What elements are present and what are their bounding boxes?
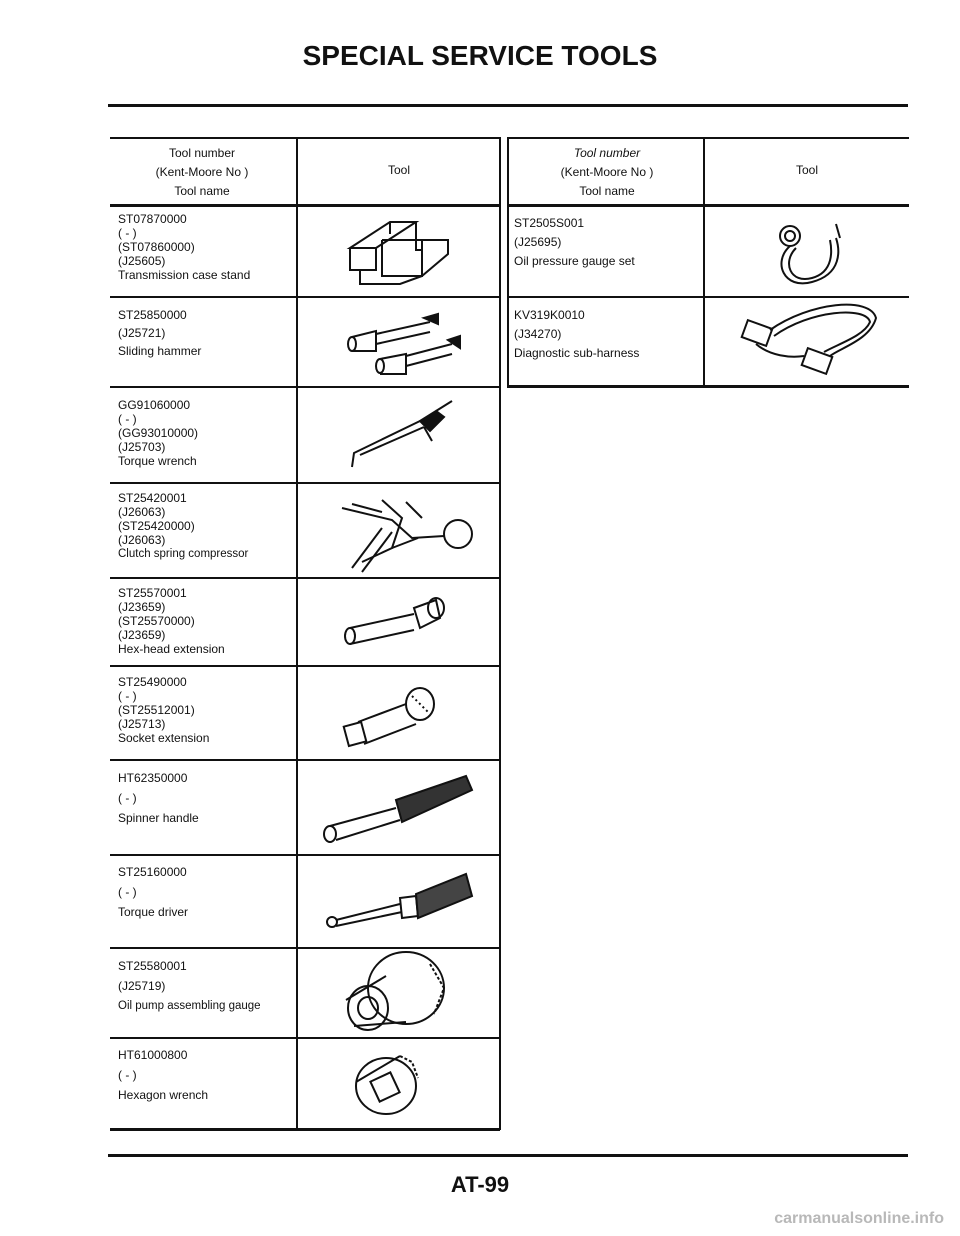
kent-moore-number: (J26063)	[118, 505, 166, 519]
tool-number: ST25490000	[118, 675, 187, 689]
left-table-bottom-rule	[110, 1128, 500, 1131]
row-separator	[110, 296, 500, 298]
row-separator	[110, 577, 500, 579]
tool-name: Transmission case stand	[118, 268, 251, 282]
tool-name: Sliding hammer	[118, 344, 202, 358]
kent-moore-number: (J25695)	[514, 235, 562, 249]
tool-number: ST2505S001	[514, 216, 585, 230]
header-tool-number: Tool number	[573, 146, 641, 160]
oil-pump-gauge-icon	[326, 948, 466, 1036]
tool-row-1	[118, 212, 294, 282]
kent-moore-number: (J25721)	[118, 326, 166, 340]
kent-moore-number: ( - )	[118, 226, 137, 240]
kent-moore-number: ( - )	[118, 885, 137, 899]
left-header-top-rule	[110, 137, 500, 139]
alt-kent-moore-number: (J23659)	[118, 628, 166, 642]
tool-number: ST25420001	[118, 491, 187, 505]
tool-row-3	[118, 398, 294, 468]
kent-moore-number: ( - )	[118, 689, 137, 703]
sliding-hammer-icon	[340, 304, 470, 382]
kent-moore-number: (J25719)	[118, 979, 166, 993]
tool-number: HT62350000	[118, 771, 188, 785]
kent-moore-number: ( - )	[118, 791, 137, 805]
socket-extension-icon	[336, 676, 466, 756]
hex-head-extension-icon	[336, 586, 466, 656]
tool-row-10	[118, 1045, 294, 1105]
alt-tool-number: (GG93010000)	[118, 426, 199, 440]
transmission-case-stand-icon	[330, 210, 470, 294]
tool-name: Socket extension	[118, 731, 210, 745]
left-header-tool-number	[112, 144, 292, 201]
header-tool-name: Tool name	[174, 184, 230, 198]
row-separator	[110, 854, 500, 856]
tool-name: Hex-head extension	[118, 642, 225, 656]
alt-tool-number: (ST25420000)	[118, 519, 195, 533]
right-column-divider	[703, 137, 705, 387]
tool-row-7	[118, 768, 294, 828]
alt-tool-number: (ST25512001)	[118, 703, 195, 717]
alt-tool-number: (ST07860000)	[118, 240, 195, 254]
right-header-tool: Tool	[795, 163, 818, 177]
header-kent-moore: (Kent-Moore No )	[155, 165, 249, 179]
tool-row-4	[118, 491, 294, 561]
tool-number: GG91060000	[118, 398, 191, 412]
row-separator	[110, 386, 500, 388]
header-tool-number: Tool number	[168, 146, 236, 160]
tool-name: Torque wrench	[118, 454, 197, 468]
tool-row-9	[118, 956, 294, 1016]
page-number: AT-99	[450, 1172, 510, 1197]
kent-moore-number: (J34270)	[514, 327, 562, 341]
tool-number: KV319K0010	[514, 308, 585, 322]
tool-name: Diagnostic sub-harness	[514, 346, 640, 360]
tool-name: Torque driver	[118, 905, 189, 919]
row-separator	[110, 482, 500, 484]
left-header-tool: Tool	[387, 163, 410, 177]
alt-kent-moore-number: (J25605)	[118, 254, 166, 268]
alt-kent-moore-number: (J25713)	[118, 717, 166, 731]
tool-number: ST25580001	[118, 959, 187, 973]
kent-moore-number: ( - )	[118, 412, 137, 426]
right-table-bottom-rule	[507, 385, 909, 388]
alt-tool-number: (ST25570000)	[118, 614, 195, 628]
top-rule	[108, 104, 908, 107]
right-header-bottom-rule	[507, 204, 909, 207]
tool-number: ST25160000	[118, 865, 187, 879]
tool-name: Spinner handle	[118, 811, 199, 825]
right-header-top-rule	[507, 137, 909, 139]
tool-number: ST07870000	[118, 212, 187, 226]
row-separator	[110, 1037, 500, 1039]
tool-row-5	[118, 586, 294, 656]
alt-kent-moore-number: (J25703)	[118, 440, 166, 454]
bottom-rule	[108, 1154, 908, 1157]
hexagon-wrench-icon	[330, 1042, 460, 1122]
header-tool-name: Tool name	[579, 184, 635, 198]
alt-kent-moore-number: (J26063)	[118, 533, 166, 547]
tool-name: Oil pressure gauge set	[514, 254, 635, 268]
tool-name: Hexagon wrench	[118, 1088, 209, 1102]
tool-name: Clutch spring compressor	[118, 548, 249, 560]
kent-moore-number: ( - )	[118, 1068, 137, 1082]
tool-row-2	[118, 306, 294, 360]
tool-row-6	[118, 675, 294, 745]
tool-number: HT61000800	[118, 1048, 188, 1062]
tool-number: ST25570001	[118, 586, 187, 600]
right-header-tool-number	[512, 144, 702, 201]
torque-wrench-icon	[340, 395, 470, 475]
kent-moore-number: (J23659)	[118, 600, 166, 614]
oil-pressure-gauge-icon	[760, 210, 860, 294]
tool-name: Oil pump assembling gauge	[118, 1000, 261, 1012]
left-header-bottom-rule	[110, 204, 500, 207]
left-table-right-border	[499, 137, 501, 1130]
page-title: SPECIAL SERVICE TOOLS	[302, 40, 658, 71]
right-table-left-border	[507, 137, 509, 387]
spinner-handle-icon	[316, 770, 486, 850]
watermark: carmanualsonline.info	[774, 1210, 944, 1227]
diagnostic-harness-icon	[720, 296, 890, 384]
right-tool-row-1	[514, 214, 700, 271]
row-separator	[110, 665, 500, 667]
clutch-spring-compressor-icon	[322, 488, 482, 576]
header-kent-moore: (Kent-Moore No )	[560, 165, 654, 179]
tool-row-8	[118, 862, 294, 922]
left-column-divider	[296, 137, 298, 1130]
tool-number: ST25850000	[118, 308, 187, 322]
torque-driver-icon	[320, 860, 480, 940]
right-tool-row-2	[514, 306, 700, 363]
row-separator	[110, 759, 500, 761]
